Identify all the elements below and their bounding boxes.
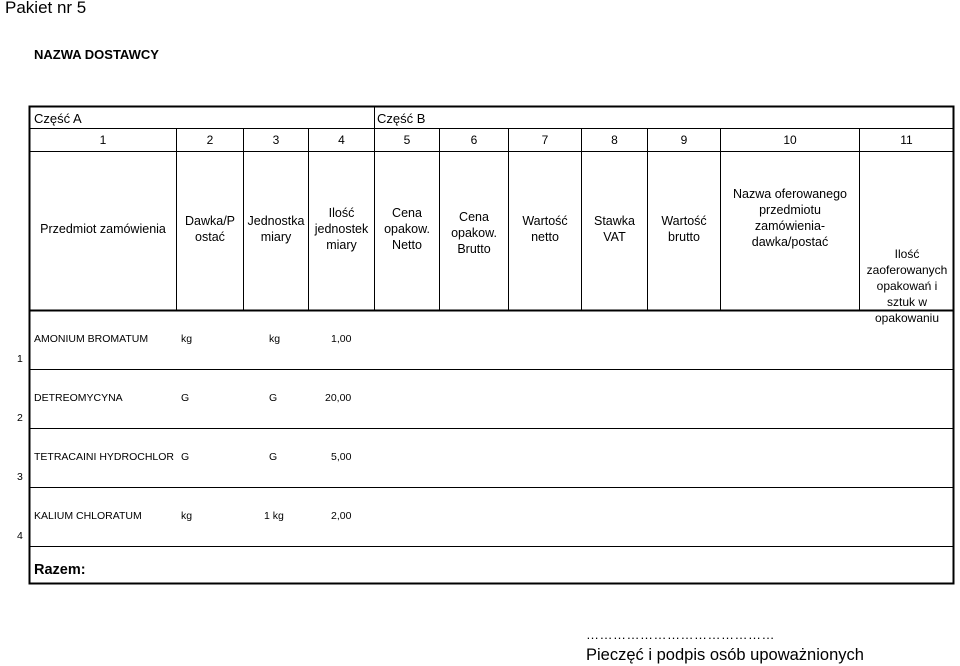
header-unit: Jednostka miary xyxy=(247,214,305,244)
header-offered-quantity: Ilość zaoferowanych opakowań i sztuk w opakowaniu xyxy=(866,247,948,325)
section-b-label: Część B xyxy=(377,111,426,126)
product-quantity: 5,00 xyxy=(331,451,352,463)
product-name: TETRACAINI HYDROCHLOR xyxy=(34,451,175,463)
product-quantity: 2,00 xyxy=(331,510,352,522)
product-unit: G xyxy=(269,451,278,463)
column-number: 2 xyxy=(206,132,214,147)
row-number: 4 xyxy=(17,530,23,542)
product-unit: 1 kg xyxy=(264,510,284,522)
header-quantity: Ilość jednostek miary xyxy=(314,206,369,252)
product-dose: G xyxy=(181,451,190,463)
product-name: DETREOMYCYNA xyxy=(34,392,123,404)
signature-line: …………………………………… xyxy=(586,627,775,642)
row-number: 1 xyxy=(17,353,23,365)
column-number: 6 xyxy=(470,132,478,147)
column-number: 5 xyxy=(403,132,411,147)
header-net-price: Cena opakow. Netto xyxy=(384,206,430,252)
header-gross-value: Wartość brutto xyxy=(661,214,707,244)
product-dose: kg xyxy=(181,510,193,522)
product-quantity: 1,00 xyxy=(331,333,352,345)
product-dose: G xyxy=(181,392,190,404)
product-unit: kg xyxy=(269,333,281,345)
header-subject: Przedmiot zamówienia xyxy=(40,222,166,236)
column-number: 7 xyxy=(541,132,549,147)
header-gross-price: Cena opakow. Brutto xyxy=(451,210,497,256)
supplier-label: NAZWA DOSTAWCY xyxy=(34,47,159,62)
row-number: 2 xyxy=(17,412,23,424)
column-number: 4 xyxy=(338,132,345,147)
header-dose: Dawka/P ostać xyxy=(184,214,236,244)
product-quantity: 20,00 xyxy=(325,392,352,404)
product-name: AMONIUM BROMATUM xyxy=(34,333,149,345)
document-title: Pakiet nr 5 xyxy=(5,0,87,17)
header-offered-name: Nazwa oferowanego przedmiotu zamówienia- dawka/postać xyxy=(733,187,847,249)
product-unit: G xyxy=(269,392,278,404)
column-number: 9 xyxy=(680,132,688,147)
column-number: 1 xyxy=(99,132,107,147)
column-number: 8 xyxy=(611,132,618,147)
column-number: 3 xyxy=(272,132,280,147)
product-name: KALIUM CHLORATUM xyxy=(34,510,142,522)
signature-label: Pieczęć i podpis osób upoważnionych xyxy=(586,646,864,664)
column-number: 10 xyxy=(783,132,797,147)
row-number: 3 xyxy=(17,471,23,483)
column-number: 11 xyxy=(900,132,913,147)
total-label: Razem: xyxy=(34,562,86,578)
product-dose: kg xyxy=(181,333,193,345)
section-a-label: Część A xyxy=(34,111,82,126)
header-vat-rate: Stawka VAT xyxy=(594,214,635,244)
header-net-value: Wartość netto xyxy=(522,214,568,244)
